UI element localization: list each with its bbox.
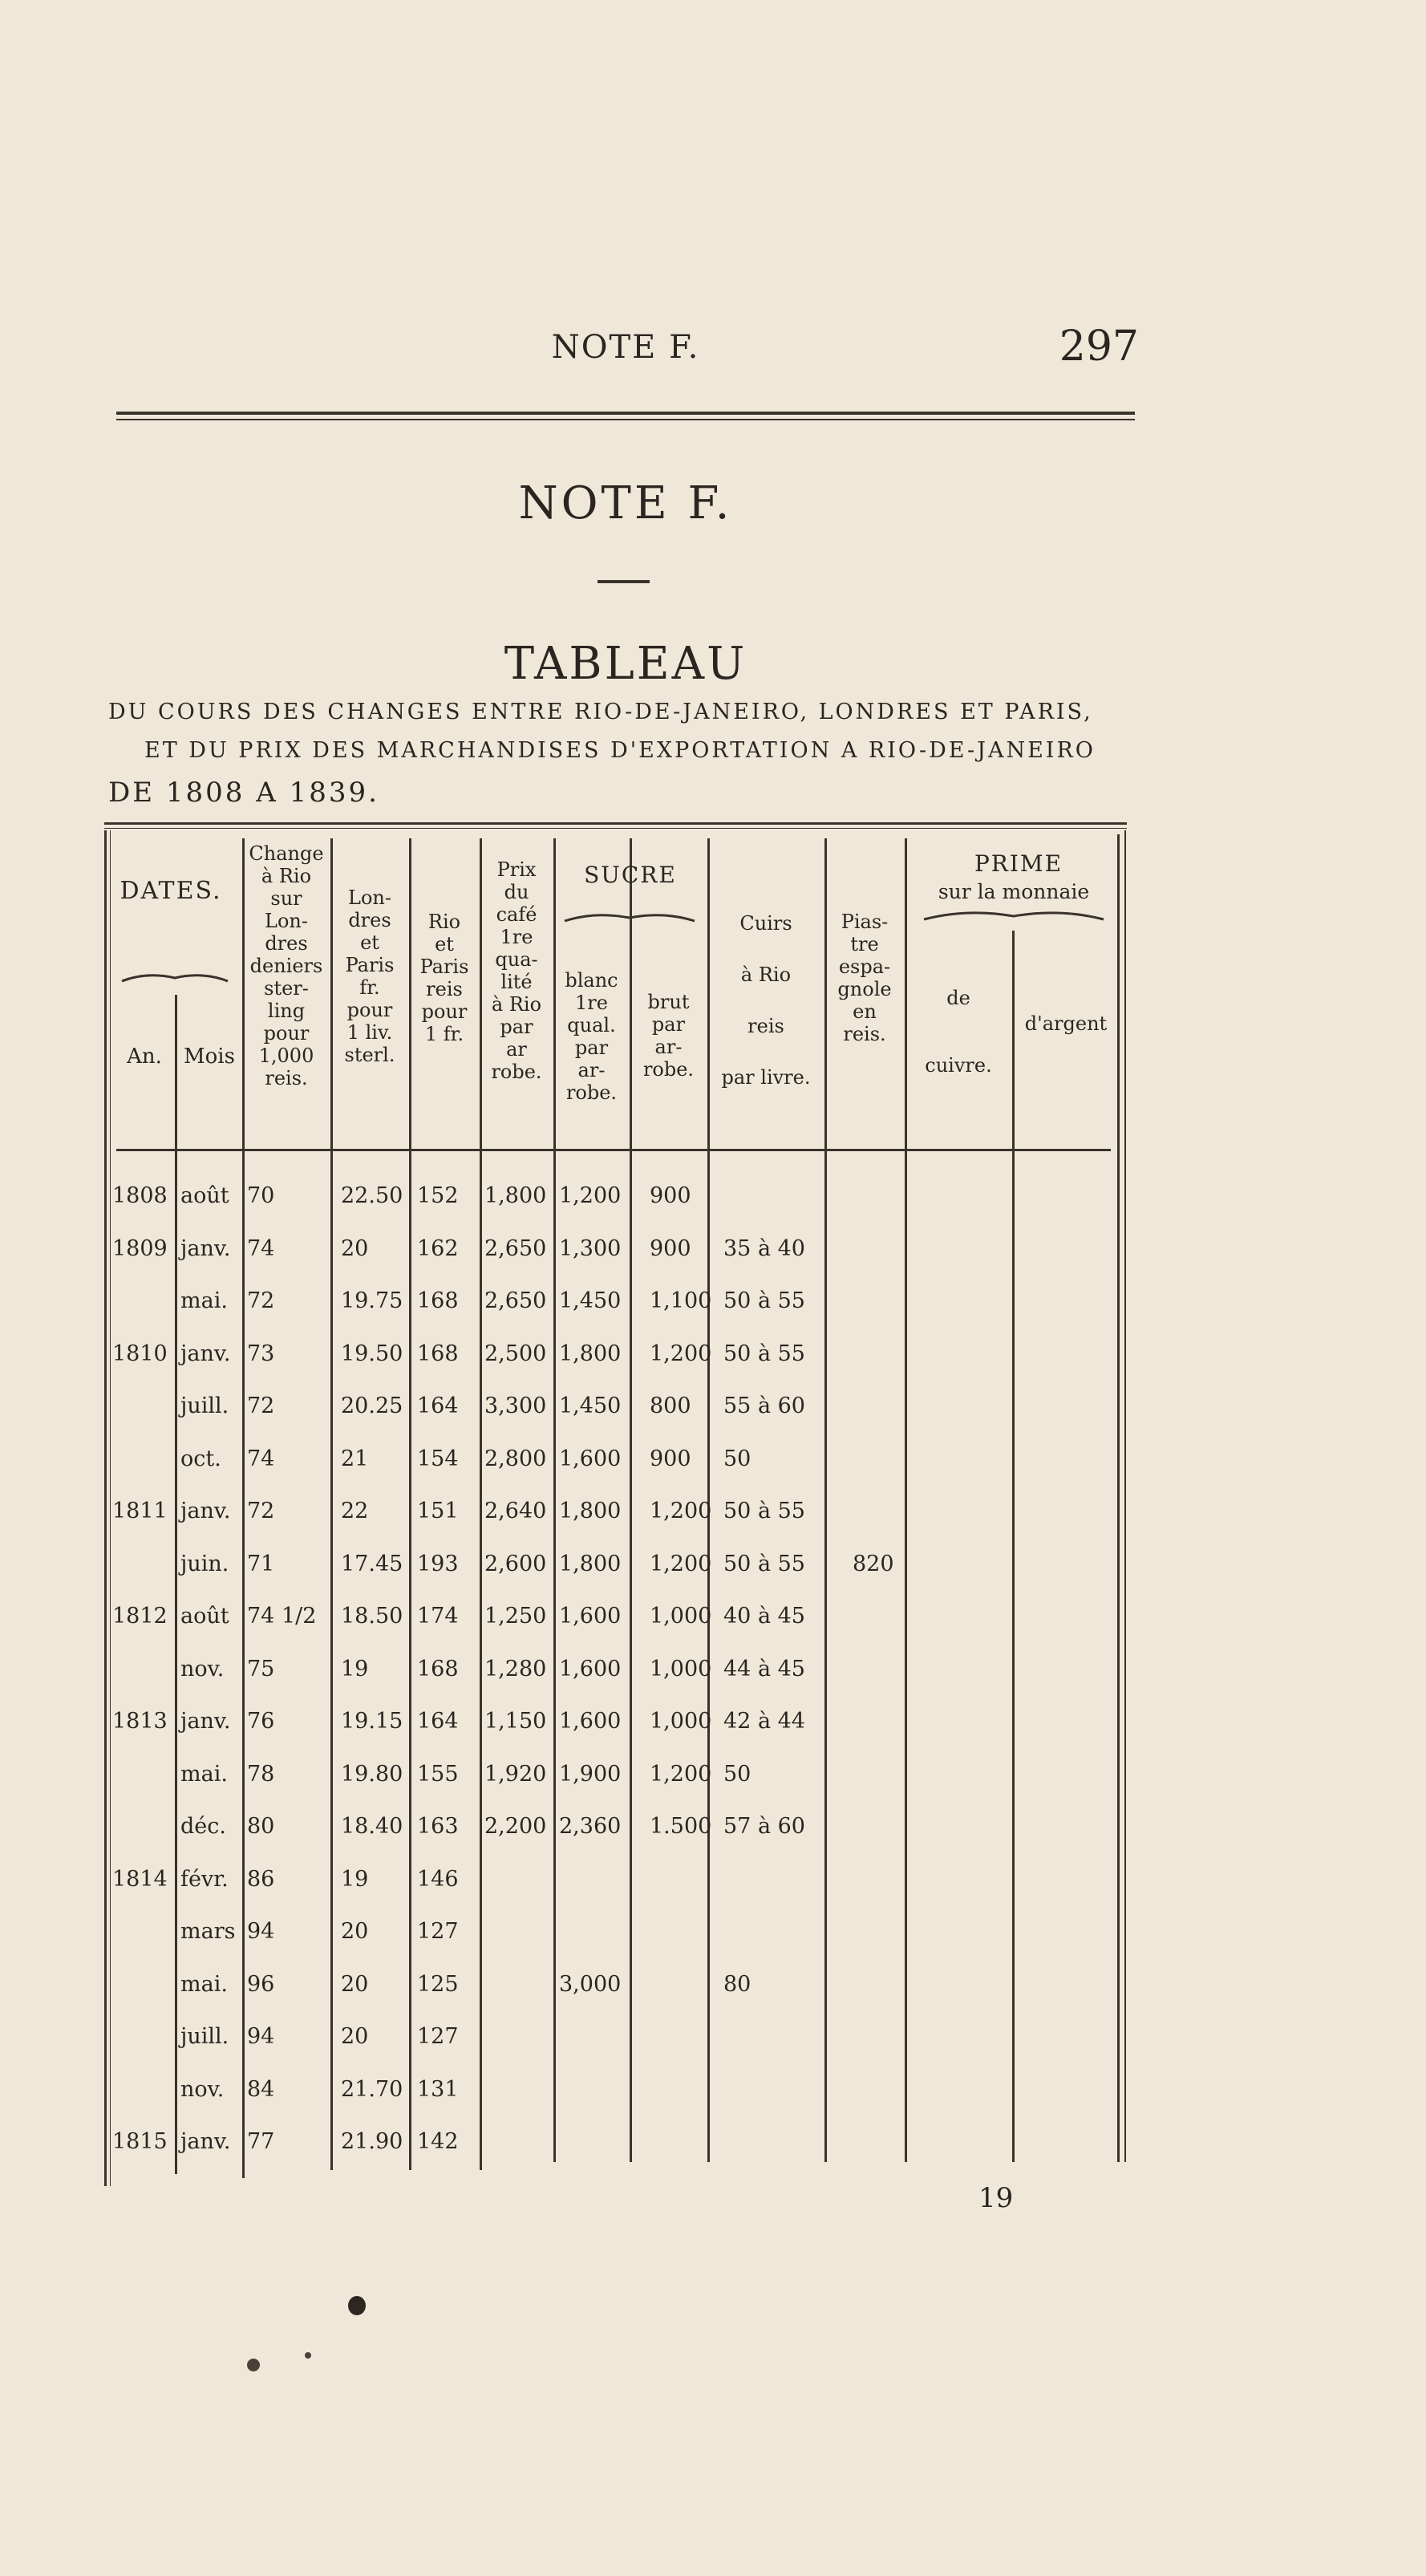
cell-sucre-blanc: 1,600 xyxy=(559,1446,622,1471)
cell-mois: août xyxy=(180,1604,229,1629)
cell-londres: 20 xyxy=(341,1971,369,1997)
tableau-title: TABLEAU xyxy=(504,638,747,690)
cell-sucre-blanc: 1,800 xyxy=(559,1341,622,1366)
cell-mois: mai. xyxy=(180,1971,228,1997)
cell-sucre-brut: 1,200 xyxy=(650,1551,712,1576)
header-rule-top xyxy=(116,412,1135,415)
prime-brace xyxy=(921,905,1107,924)
cell-sucre-brut: 900 xyxy=(650,1235,691,1261)
cell-rio: 127 xyxy=(417,1919,459,1944)
cell-rio: 142 xyxy=(417,2129,459,2154)
cell-cafe: 2,640 xyxy=(484,1499,547,1523)
cell-an: 1812 xyxy=(112,1604,168,1629)
cell-change: 75 xyxy=(247,1656,275,1681)
header-mois: Mois xyxy=(184,1045,235,1069)
cell-londres: 22.50 xyxy=(341,1183,403,1208)
cell-rio: 162 xyxy=(417,1235,459,1261)
header-sucre-blanc: blanc 1re qual. par ar- robe. xyxy=(565,969,618,1104)
cell-sucre-blanc: 1,600 xyxy=(559,1656,622,1681)
cell-londres: 18.50 xyxy=(341,1604,403,1629)
cell-sucre-brut: 1,200 xyxy=(650,1761,712,1787)
cell-change: 70 xyxy=(247,1183,275,1208)
ink-spot xyxy=(348,2296,366,2315)
ink-spot xyxy=(305,2352,311,2359)
cell-londres: 20 xyxy=(341,1919,369,1944)
cell-rio: 152 xyxy=(417,1183,459,1208)
cell-londres: 19.75 xyxy=(341,1288,403,1313)
header-londres: Lon- dres et Paris fr. pour 1 liv. sterl. xyxy=(344,886,395,1066)
cell-sucre-brut: 1,200 xyxy=(650,1341,712,1366)
cell-sucre-blanc: 3,000 xyxy=(559,1971,622,1997)
cell-cuirs: 42 à 44 xyxy=(723,1709,805,1734)
header-prime-cuivre: de cuivre. xyxy=(925,987,992,1077)
header-cuirs: Cuirs à Rio reis par livre. xyxy=(721,912,811,1089)
cell-change: 74 xyxy=(247,1235,275,1261)
cell-mois: janv. xyxy=(180,1235,231,1261)
cell-rio: 168 xyxy=(417,1288,459,1313)
cell-mois: juill. xyxy=(180,1393,229,1418)
header-prime-argent: d'argent xyxy=(1024,1012,1108,1035)
cell-mois: janv. xyxy=(180,2129,231,2154)
cell-londres: 19.50 xyxy=(341,1341,403,1366)
header-sucre: SUCRE xyxy=(584,862,677,888)
cell-change: 94 xyxy=(247,1919,275,1944)
cell-sucre-brut: 1,100 xyxy=(650,1288,712,1313)
cell-mois: nov. xyxy=(180,2076,225,2102)
cell-londres: 21 xyxy=(341,1446,369,1471)
cell-rio: 154 xyxy=(417,1446,459,1471)
header-rule-bottom xyxy=(116,419,1135,420)
note-title: NOTE F. xyxy=(518,477,733,529)
cell-mois: déc. xyxy=(180,1814,226,1839)
col-rule-left-2 xyxy=(110,830,111,2186)
header-an: An. xyxy=(127,1045,162,1069)
cell-change: 73 xyxy=(247,1341,275,1366)
cell-rio: 127 xyxy=(417,2024,459,2049)
sucre-brace xyxy=(561,907,698,926)
cell-cafe: 1,280 xyxy=(484,1656,547,1681)
cell-rio: 151 xyxy=(417,1499,459,1523)
cell-mois: mars xyxy=(180,1919,236,1944)
cell-change: 80 xyxy=(247,1814,275,1839)
cell-sucre-brut: 900 xyxy=(650,1446,691,1471)
header-cafe: Prix du café 1re qua- lité à Rio par ar robe. xyxy=(491,858,542,1083)
cell-cuirs: 35 à 40 xyxy=(723,1235,805,1261)
cell-sucre-brut: 800 xyxy=(650,1393,691,1418)
cell-an: 1809 xyxy=(112,1235,168,1261)
cell-mois: janv. xyxy=(180,1709,231,1734)
col-rule-right-2 xyxy=(1124,830,1126,2162)
cell-mois: juin. xyxy=(180,1551,229,1576)
cell-cafe: 2,500 xyxy=(484,1341,547,1366)
table-top-rule-thin xyxy=(104,828,1127,829)
cell-londres: 22 xyxy=(341,1499,369,1523)
cell-sucre-blanc: 1,300 xyxy=(559,1235,622,1261)
col-rule-argent xyxy=(1012,931,1015,2162)
cell-sucre-blanc: 1,450 xyxy=(559,1288,622,1313)
cell-londres: 19.80 xyxy=(341,1761,403,1787)
cell-change: 78 xyxy=(247,1761,275,1787)
cell-londres: 19 xyxy=(341,1656,369,1681)
cell-sucre-brut: 900 xyxy=(650,1183,691,1208)
cell-change: 71 xyxy=(247,1551,275,1576)
cell-londres: 19 xyxy=(341,1866,369,1892)
cell-londres: 20 xyxy=(341,2024,369,2049)
cell-cafe: 2,650 xyxy=(484,1235,547,1261)
cell-mois: janv. xyxy=(180,1499,231,1523)
ink-spot xyxy=(247,2359,260,2371)
col-rule-left xyxy=(104,830,107,2186)
cell-sucre-blanc: 1,600 xyxy=(559,1604,622,1629)
cell-change: 72 xyxy=(247,1393,275,1418)
cell-sucre-blanc: 1,600 xyxy=(559,1709,622,1734)
cell-sucre-brut: 1,200 xyxy=(650,1499,712,1523)
cell-londres: 21.70 xyxy=(341,2076,403,2102)
cell-piastre: 820 xyxy=(853,1551,894,1576)
cell-rio: 174 xyxy=(417,1604,459,1629)
cell-sucre-blanc: 2,360 xyxy=(559,1814,622,1839)
cell-londres: 20.25 xyxy=(341,1393,403,1418)
cell-cafe: 3,300 xyxy=(484,1393,547,1418)
cell-change: 76 xyxy=(247,1709,275,1734)
cell-mois: févr. xyxy=(180,1866,229,1892)
cell-cafe: 2,650 xyxy=(484,1288,547,1313)
cell-rio: 125 xyxy=(417,1971,459,1997)
cell-an: 1815 xyxy=(112,2129,168,2154)
cell-cuirs: 50 xyxy=(723,1761,751,1787)
cell-londres: 21.90 xyxy=(341,2129,403,2154)
cell-rio: 164 xyxy=(417,1709,459,1734)
cell-rio: 155 xyxy=(417,1761,459,1787)
cell-sucre-brut: 1,000 xyxy=(650,1656,712,1681)
cell-cuirs: 44 à 45 xyxy=(723,1656,805,1681)
header-prime: PRIME xyxy=(974,850,1063,877)
dates-brace xyxy=(119,967,231,986)
cell-mois: janv. xyxy=(180,1341,231,1366)
cell-londres: 17.45 xyxy=(341,1551,403,1576)
cell-sucre-brut: 1,000 xyxy=(650,1604,712,1629)
title-divider xyxy=(598,580,650,583)
header-piastre: Pias- tre espa- gnole en reis. xyxy=(837,911,892,1045)
cell-mois: mai. xyxy=(180,1761,228,1787)
cell-cuirs: 57 à 60 xyxy=(723,1814,805,1839)
running-title: NOTE F. xyxy=(551,329,700,366)
cell-change: 74 xyxy=(247,1446,275,1471)
cell-change: 84 xyxy=(247,2076,275,2102)
cell-sucre-blanc: 1,450 xyxy=(559,1393,622,1418)
cell-change: 72 xyxy=(247,1288,275,1313)
cell-change: 72 xyxy=(247,1499,275,1523)
header-sucre-brut: brut par ar- robe. xyxy=(642,991,695,1081)
cell-londres: 20 xyxy=(341,1235,369,1261)
cell-mois: juill. xyxy=(180,2024,229,2049)
page-number: 297 xyxy=(1059,323,1139,371)
cell-cuirs: 50 à 55 xyxy=(723,1288,805,1313)
cell-rio: 168 xyxy=(417,1341,459,1366)
cell-cuirs: 80 xyxy=(723,1971,751,1997)
cell-an: 1814 xyxy=(112,1866,168,1892)
cell-cafe: 2,200 xyxy=(484,1814,547,1839)
cell-rio: 131 xyxy=(417,2076,459,2102)
header-change: Change à Rio sur Lon- dres deniers ster- ling pour 1,000 reis. xyxy=(249,842,324,1089)
subtitle-line-3: DE 1808 A 1839. xyxy=(108,777,379,809)
cell-rio: 168 xyxy=(417,1656,459,1681)
cell-sucre-blanc: 1,200 xyxy=(559,1183,622,1208)
header-dates: DATES. xyxy=(120,877,222,905)
cell-change: 96 xyxy=(247,1971,275,1997)
cell-sucre-blanc: 1,900 xyxy=(559,1761,622,1787)
subtitle-line-2: ET DU PRIX DES MARCHANDISES D'EXPORTATION A RIO-DE-JANEIRO xyxy=(144,738,1096,763)
cell-cafe: 1,250 xyxy=(484,1604,547,1629)
cell-sucre-brut: 1.500 xyxy=(650,1814,712,1839)
cell-change: 77 xyxy=(247,2129,275,2154)
cell-cafe: 1,150 xyxy=(484,1709,547,1734)
cell-rio: 193 xyxy=(417,1551,459,1576)
table-top-rule xyxy=(104,822,1127,825)
cell-change: 74 1/2 xyxy=(247,1604,317,1629)
cell-rio: 163 xyxy=(417,1814,459,1839)
cell-londres: 19.15 xyxy=(341,1709,403,1734)
cell-an: 1810 xyxy=(112,1341,168,1366)
cell-cuirs: 50 à 55 xyxy=(723,1499,805,1523)
cell-cuirs: 55 à 60 xyxy=(723,1393,805,1418)
subtitle-line-1: DU COURS DES CHANGES ENTRE RIO-DE-JANEIRO, LONDRES ET PARIS, xyxy=(108,700,1093,724)
cell-sucre-brut: 1,000 xyxy=(650,1709,712,1734)
cell-cuirs: 50 xyxy=(723,1446,751,1471)
cell-an: 1813 xyxy=(112,1709,168,1734)
cell-sucre-blanc: 1,800 xyxy=(559,1551,622,1576)
cell-change: 94 xyxy=(247,2024,275,2049)
cell-cafe: 2,600 xyxy=(484,1551,547,1576)
cell-mois: août xyxy=(180,1183,229,1208)
cell-mois: oct. xyxy=(180,1446,221,1471)
header-prime-sub: sur la monnaie xyxy=(938,880,1090,903)
signature-mark: 19 xyxy=(978,2182,1014,2214)
cell-londres: 18.40 xyxy=(341,1814,403,1839)
cell-cafe: 1,800 xyxy=(484,1183,547,1208)
cell-cuirs: 40 à 45 xyxy=(723,1604,805,1629)
header-bottom-rule xyxy=(116,1149,1111,1151)
cell-mois: nov. xyxy=(180,1656,225,1681)
header-rio: Rio et Paris reis pour 1 fr. xyxy=(419,911,469,1045)
cell-cafe: 2,800 xyxy=(484,1446,547,1471)
cell-mois: mai. xyxy=(180,1288,228,1313)
col-rule-mois xyxy=(175,995,177,2174)
cell-change: 86 xyxy=(247,1866,275,1892)
cell-cuirs: 50 à 55 xyxy=(723,1341,805,1366)
cell-rio: 146 xyxy=(417,1866,459,1892)
cell-an: 1808 xyxy=(112,1183,168,1208)
cell-an: 1811 xyxy=(112,1499,168,1523)
cell-cuirs: 50 à 55 xyxy=(723,1551,805,1576)
cell-sucre-blanc: 1,800 xyxy=(559,1499,622,1523)
cell-rio: 164 xyxy=(417,1393,459,1418)
cell-cafe: 1,920 xyxy=(484,1761,547,1787)
